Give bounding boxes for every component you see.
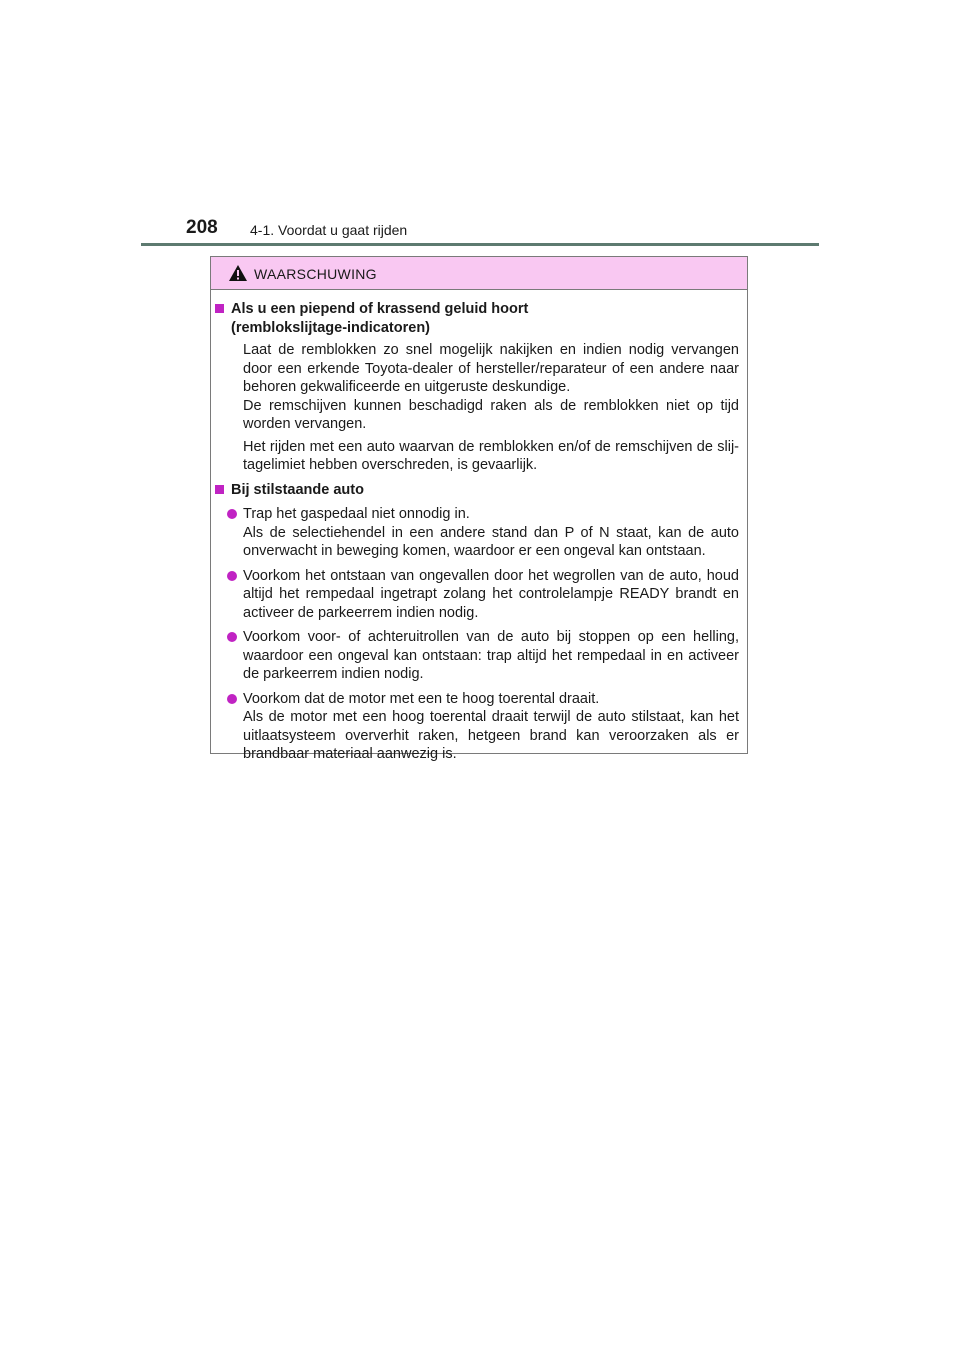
paragraph-text: Laat de remblokken zo snel mogelijk nakijken en indien nodig vervangen door een erkende Toyota-dealer of hersteller/reparateur of een andere naar behoren gekwalificeerde en uitgeruste deskundige. — [243, 342, 739, 395]
list-item-body: Als de selectiehendel in een andere stand dan P of N staat, kan de auto onverwacht in beweging komen, waardoor er een ongeval kan ontstaan. — [243, 524, 739, 559]
list-item-text — [243, 505, 739, 561]
chapter-section-title: 4-1. Voordat u gaat rijden — [250, 222, 408, 238]
header-rule — [141, 243, 819, 246]
section-title-line1: Als u een piepend of krassend geluid hoort — [231, 301, 529, 317]
paragraph — [243, 341, 739, 434]
section-title — [231, 300, 739, 337]
list-item — [211, 567, 747, 623]
list-item-text — [243, 690, 739, 764]
bullet-dot-icon — [227, 509, 237, 519]
bullet-dot-icon — [227, 632, 237, 642]
list-item — [211, 628, 747, 684]
list-item-lead: Trap het gaspedaal niet onnodig in. — [243, 506, 470, 522]
paragraph: Het rijden met een auto waarvan de remblokken en/of de remschijven de slij-tagelimiet hebben overschreden, is gevaarlijk. — [243, 438, 739, 473]
list-item-text: Voorkom het ontstaan van ongevallen door het wegrollen van de auto, houd altijd het rempedaal ingetrapt zolang het controlelampje READY brandt en activeer de parkeerrem indien nodig. — [243, 567, 739, 621]
page-number: 208 — [186, 217, 218, 238]
bullet-dot-icon — [227, 694, 237, 704]
list-item — [211, 505, 747, 561]
warning-triangle-icon — [228, 264, 248, 282]
list-item-lead: Voorkom dat de motor met een te hoog toerental draait. — [243, 690, 600, 707]
bullet-dot-icon — [227, 571, 237, 581]
list-item-text: Voorkom voor- of achteruitrollen van de auto bij stoppen op een helling, waardoor een ongeval kan ontstaan: trap altijd het rempedaal in en activeer de parkeerrem indien nodig. — [243, 629, 739, 682]
warning-box — [210, 256, 748, 762]
section-square-icon — [215, 304, 224, 313]
section-title-line2: (remblokslijtage-indicatoren) — [231, 319, 431, 336]
paragraph-text: De remschijven kunnen beschadigd raken als de remblokken niet op tijd worden vervangen. — [243, 397, 739, 432]
warning-section-brake-noise — [211, 300, 747, 475]
warning-section-stationary — [211, 481, 747, 764]
section-square-icon — [215, 485, 224, 494]
warning-header — [211, 257, 747, 290]
warning-content — [211, 300, 747, 764]
list-item — [211, 690, 747, 764]
section-title: Bij stilstaande auto — [231, 481, 364, 498]
warning-title: WAARSCHUWING — [254, 266, 377, 282]
list-item-body: Als de motor met een hoog toerental draait terwijl de auto stilstaat, kan het uitlaatsysteem oververhit raken, hetgeen brand kan veroorzaken als er brandbaar materiaal aanwezig is. — [243, 709, 739, 762]
